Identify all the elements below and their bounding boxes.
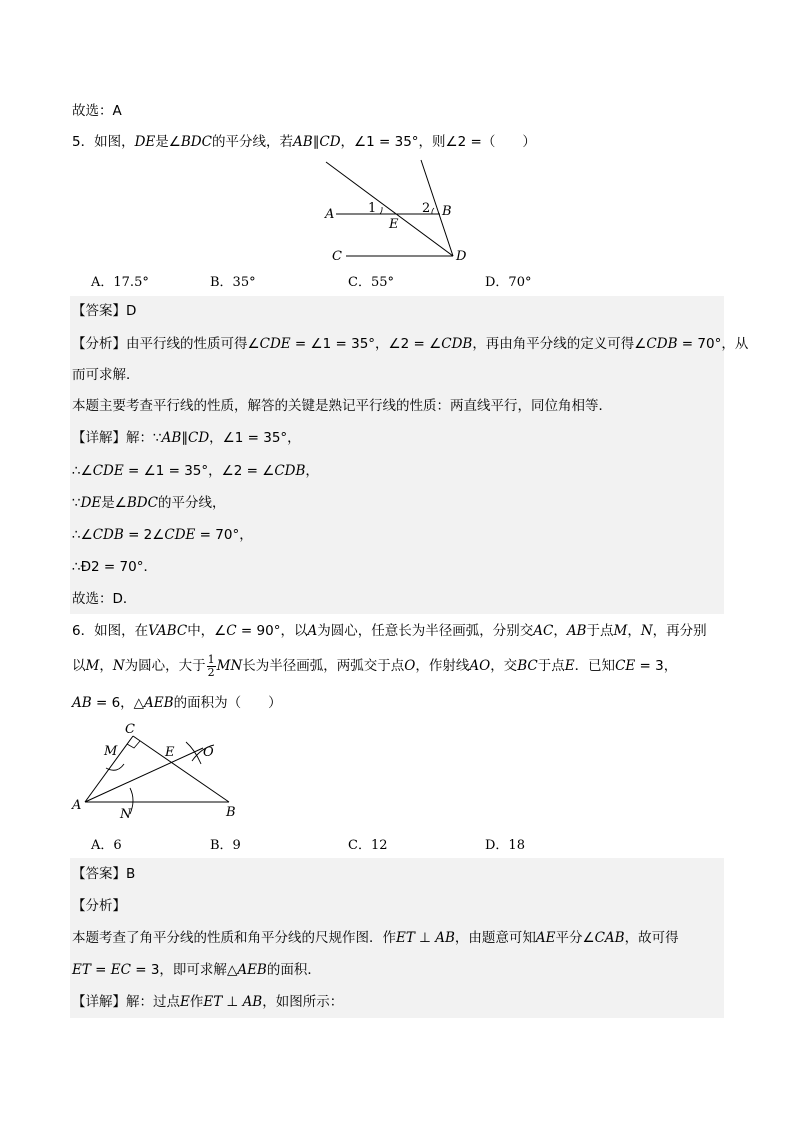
fig6-label-n: N (120, 807, 132, 822)
answer-5-line: 【答案】D (72, 303, 137, 319)
fig6-side-cb (133, 736, 229, 802)
detail-6-line-1: 【详解】解：过点E作ET ⊥ AB，如图所示： (72, 994, 344, 1010)
q6-option-d: D．18 (485, 838, 525, 853)
fig6-label-a: A (72, 798, 82, 813)
fig5-angle-1-arc (380, 207, 382, 214)
fig6-label-c: C (125, 722, 135, 737)
q6-option-b: B．9 (210, 838, 241, 853)
fig6-ray-ao (85, 748, 203, 802)
question-5-figure (318, 158, 478, 266)
analysis-6-line-2: ET = EC = 3，即可求解△AEB的面积． (72, 962, 321, 978)
fig6-label-b: B (226, 805, 236, 820)
analysis-6-line-1: 本题考查了角平分线的性质和角平分线的尺规作图．作ET ⊥ AB，由题意可知AE平分∠CAB，故可得 (72, 930, 679, 946)
fig5-line-through-e (326, 162, 453, 256)
analysis-5-line-1: 【分析】由平行线的性质可得∠CDE = ∠1 = 35°，∠2 = ∠CDB，再由角平分线的定义可得∠CDB = 70°，从 (72, 336, 749, 352)
q5-option-d: D．70° (485, 275, 532, 290)
detail-5-line-2: ∴∠CDE = ∠1 = 35°，∠2 = ∠CDB， (72, 463, 319, 479)
detail-5-line-3: ∵DE是∠BDC的平分线， (72, 495, 226, 511)
fig5-label-b: B (442, 204, 452, 219)
detail-5-line-5: ∴Ð2 = 70°． (72, 559, 157, 575)
fig5-label-c: C (332, 249, 342, 264)
previous-answer-line: 故选：A (72, 103, 122, 119)
q6-option-c: C．12 (348, 838, 388, 853)
answer-6-line: 【答案】B (72, 866, 136, 882)
q6-option-a: A．6 (91, 838, 122, 853)
detail-5-line-4: ∴∠CDB = 2∠CDE = 70°， (72, 527, 253, 543)
analysis-6-tag: 【分析】 (72, 898, 126, 914)
question-5-stem: 5．如图，DE是∠BDC的平分线，若AB∥CD，∠1 = 35°，则∠2 =（ ） (72, 134, 536, 150)
fig5-angle-2-arc (432, 208, 434, 214)
fig5-label-1: 1 (368, 201, 377, 216)
question-6-figure (68, 720, 248, 822)
analysis-5-line-2: 而可求解． (72, 367, 140, 383)
summary-5-line: 本题主要考查平行线的性质，解答的关键是熟记平行线的性质：两直线平行，同位角相等． (72, 398, 612, 414)
fig6-label-o: O (203, 745, 214, 760)
fig6-label-m: M (104, 744, 118, 759)
question-6-stem-line-3: AB = 6，△AEB的面积为（ ） (72, 695, 282, 711)
detail-5-line-1: 【详解】解：∵AB∥CD，∠1 = 35°， (72, 430, 301, 446)
q5-option-b: B．35° (210, 275, 256, 290)
question-6-stem-line-1: 6．如图，在VABC中，∠C = 90°，以A为圆心，任意长为半径画弧，分别交AC，AB于点M，N，再分别 (72, 623, 707, 639)
fig5-label-d: D (456, 249, 467, 264)
fig5-label-2: 2 (422, 201, 431, 216)
fig5-label-a: A (325, 207, 335, 222)
fig6-label-e: E (165, 745, 175, 760)
fig5-label-e: E (389, 217, 399, 232)
fig6-arc-m (106, 764, 124, 770)
detail-5-line-6: 故选：D． (72, 591, 137, 607)
fraction-one-half: $\frac{1}{2}$ (207, 652, 215, 679)
q5-option-c: C．55° (348, 275, 394, 290)
q5-option-a: A．17.5° (91, 275, 149, 290)
question-6-stem-line-2: 以M，N为圆心，大于 $\frac{1}{2}$ MN长为半径画弧，两弧交于点O，作射线AO，交BC于点E．已知CE = 3， (72, 652, 678, 679)
